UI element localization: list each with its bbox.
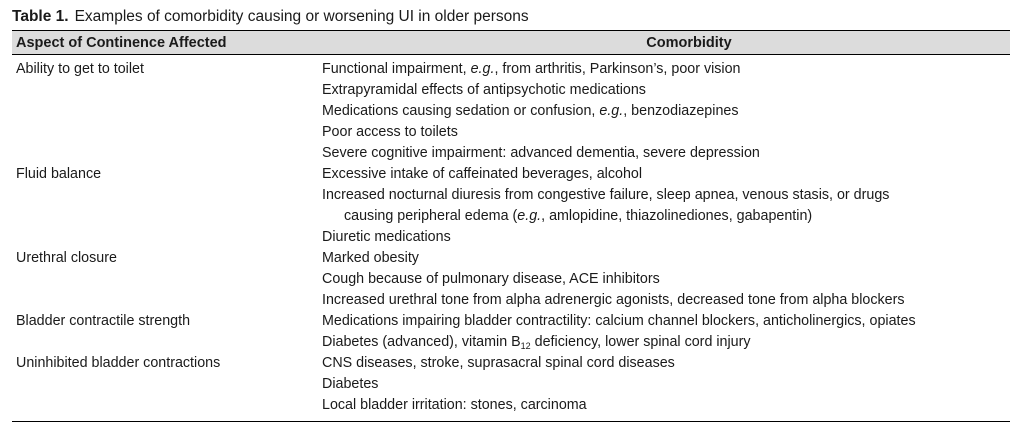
item-text: Cough because of pulmonary disease, ACE inhibitors xyxy=(322,271,660,287)
comorbidity-cell xyxy=(322,248,1010,311)
table-row xyxy=(12,248,1010,311)
comorbidity-cell xyxy=(322,164,1010,248)
item-text: Increased nocturnal diuresis from congestive failure, sleep apnea, venous stasis, or drugs xyxy=(322,187,890,203)
item-text: CNS diseases, stroke, suprasacral spinal cord diseases xyxy=(322,355,675,371)
comorbidity-item xyxy=(322,248,1010,269)
header-aspect: Aspect of Continence Affected xyxy=(12,31,322,55)
item-text: Increased urethral tone from alpha adrenergic agonists, decreased tone from alpha blockers xyxy=(322,292,905,308)
comorbidity-item xyxy=(322,101,1010,122)
italic-text: e.g. xyxy=(517,208,542,224)
comorbidity-cell xyxy=(322,311,1010,353)
comorbidity-item xyxy=(322,143,1010,164)
comorbidity-item xyxy=(322,353,1010,374)
comorbidity-table xyxy=(12,30,1010,422)
header-row xyxy=(12,31,1010,55)
item-text: , amlopidine, thiazolinediones, gabapentin) xyxy=(541,208,813,224)
header-comorbidity: Comorbidity xyxy=(322,31,1010,55)
table-label: Table 1. xyxy=(12,8,69,25)
comorbidity-item xyxy=(322,374,1010,395)
aspect-cell: Uninhibited bladder contractions xyxy=(16,355,221,371)
item-text: Medications causing sedation or confusion, xyxy=(322,103,600,119)
table-row xyxy=(12,353,1010,422)
comorbidity-item xyxy=(322,395,1010,416)
item-text: Medications impairing bladder contractility: calcium channel blockers, anticholinergics, opiates xyxy=(322,313,916,329)
aspect-cell: Urethral closure xyxy=(16,250,117,266)
comorbidity-cell xyxy=(322,55,1010,165)
table-title: Examples of comorbidity causing or worsening UI in older persons xyxy=(74,8,529,25)
item-text: causing peripheral edema ( xyxy=(344,208,518,224)
comorbidity-item xyxy=(322,227,1010,248)
subscript-text: 12 xyxy=(520,341,531,351)
aspect-cell: Ability to get to toilet xyxy=(16,61,144,77)
item-text: , benzodiazepines xyxy=(623,103,739,119)
item-text: Functional impairment, xyxy=(322,61,471,77)
aspect-cell: Bladder contractile strength xyxy=(16,313,191,329)
comorbidity-item xyxy=(322,269,1010,290)
comorbidity-item xyxy=(322,185,1010,206)
comorbidity-item xyxy=(322,206,1010,227)
comorbidity-item xyxy=(322,290,1010,311)
item-text: deficiency, lower spinal cord injury xyxy=(530,334,751,350)
italic-text: e.g. xyxy=(599,103,624,119)
item-text: Diuretic medications xyxy=(322,229,451,245)
item-text: Extrapyramidal effects of antipsychotic medications xyxy=(322,82,646,98)
table-row xyxy=(12,311,1010,353)
item-text: Excessive intake of caffeinated beverages, alcohol xyxy=(322,166,643,182)
comorbidity-cell xyxy=(322,353,1010,422)
table-container xyxy=(12,6,1010,422)
item-text: Marked obesity xyxy=(322,250,419,266)
comorbidity-item xyxy=(322,311,1010,332)
comorbidity-item xyxy=(322,332,1010,353)
table-row xyxy=(12,55,1010,165)
item-text: Poor access to toilets xyxy=(322,124,458,140)
table-row xyxy=(12,164,1010,248)
comorbidity-item xyxy=(322,122,1010,143)
comorbidity-item xyxy=(322,80,1010,101)
item-text: , from arthritis, Parkinson’s, poor vision xyxy=(494,61,741,77)
item-text: Diabetes xyxy=(322,376,379,392)
item-text: Severe cognitive impairment: advanced dementia, severe depression xyxy=(322,145,760,161)
comorbidity-item xyxy=(322,164,1010,185)
table-body xyxy=(12,55,1010,422)
item-text: Diabetes (advanced), vitamin B xyxy=(322,334,521,350)
aspect-cell: Fluid balance xyxy=(16,166,102,182)
item-text: Local bladder irritation: stones, carcinoma xyxy=(322,397,587,413)
italic-text: e.g. xyxy=(470,61,495,77)
table-caption xyxy=(12,6,1010,30)
comorbidity-item xyxy=(322,59,1010,80)
